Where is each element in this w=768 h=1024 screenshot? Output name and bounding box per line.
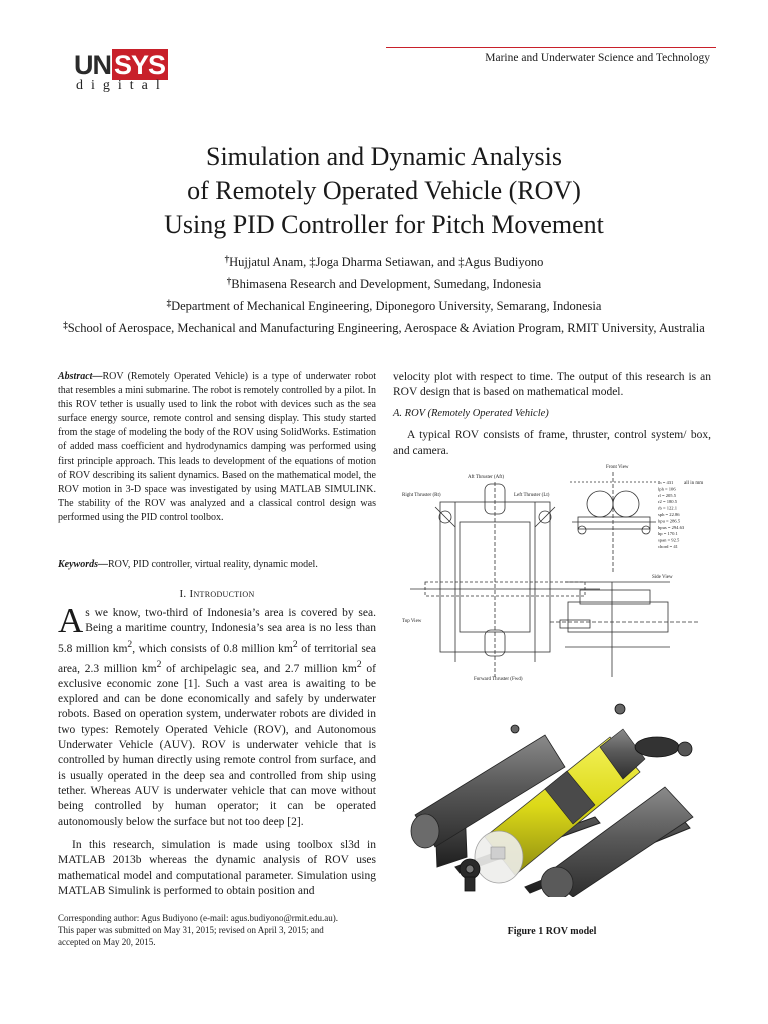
side-view-label: Side View [652,575,673,580]
dimension-entry: rb = 122.1 [658,505,678,511]
intro-text: of territorial sea area, 2.3 million km [58,642,377,675]
intro-text: of archipelagic sea, and 2.7 million km [161,662,357,675]
affiliation-2-text: Department of Mechanical Engineering, Diponegoro University, Semarang, Indonesia [171,299,602,313]
affiliation-1-text: Bhimasena Research and Development, Sumedang, Indonesia [231,277,542,291]
affiliation-3 [20,316,748,338]
footnote-line: accepted on May 20, 2015. [58,937,156,947]
ddagger-mark: ‡ [166,298,172,308]
footnote [58,912,376,948]
superscript: 2 [156,658,162,670]
dimension-entry: rl = 205.5 [658,492,677,498]
intro-paragraph-2: In this research, simulation is made using toolbox sl3d in MATLAB 2013b whereas the dynamic analysis of ROV uses mathematical model and computational parameter. Simulation using MATLAB Simulink is performed to obtain position and [58,839,376,897]
dimension-entry: lh = 431 [658,480,674,485]
superscript: 2 [292,638,298,650]
footnote-line: Corresponding author: Agus Budiyono (e-mail: agus.budiyono@rmit.edu.au). [58,913,339,923]
logo-digital-text: digital [76,78,168,93]
paper-title [40,140,728,242]
units-label: all in mm [684,481,704,486]
dimension-entry: sph = 22.86 [658,512,680,517]
left-thruster-label: Left Thruster (Lt) [514,493,550,498]
title-line-1: Simulation and Dynamic Analysis [205,142,563,171]
author-names-text: Hujjatul Anam, ‡Joga Dharma Setiawan, and ‡Agus Budiyono [229,255,544,269]
drop-cap: A [58,601,84,640]
logo-sys-text: SYS [112,49,168,80]
dimension-entry: hpus = 294.63 [658,524,685,530]
header-rule [386,47,716,48]
logo-un-text: UN [74,50,111,80]
dagger-mark: † [226,276,232,286]
footnote-line: This paper was submitted on May 31, 2015; revised on April 3, 2015; and [58,925,324,935]
section-heading-introduction [58,588,376,600]
author-block [20,250,748,338]
ddagger-mark: ‡ [63,320,68,330]
dimension-entry: hpu = 286.5 [658,518,681,524]
top-view-label: Top View [402,619,422,624]
intro-text: , which consists of 0.8 million km [132,642,293,655]
superscript: 2 [356,658,362,670]
affiliation-2 [20,294,748,316]
intro-text: of exclusive economic zone [1]. Such a vast area is awaiting to be explored and can be done economically and safely by underwater robots. Based on operation system, underwater robots are divided in two types: Remotely Operated Vehicle (ROV), and Autonomous Underwater Vehicle (AUV). ROV is underwater vehicle that is controlled by human directly using remote control from surface, and is usually operated in the deep sea and controlled from ship using tether. Whereas AUV is underwater vehicle that can move without being controlled by human operator; it can be operated autonomously below the surface but not too deep [2]. [58,662,376,828]
dimension-entry: span = 92.5 [658,537,680,543]
section-number: I. [179,588,187,600]
forward-thruster-label: Forward Thruster (Fwd) [474,677,523,682]
rov-components-paragraph: A typical ROV consists of frame, thruster, control system/ box, and camera. [393,429,711,457]
title-line-3: Using PID Controller for Pitch Movement [164,210,604,239]
right-column-continued-text: velocity plot with respect to time. The output of this research is an ROV design that is based on mathematical model. [393,371,711,399]
front-view-label: Front View [606,465,629,470]
journal-name: Marine and Underwater Science and Technology [485,52,710,64]
dimension-table [658,480,685,549]
keywords-text: ROV, PID controller, virtual reality, dynamic model. [108,559,318,570]
superscript: 2 [127,638,133,650]
intro-text: s we know, two-third of Indonesia’s area is covered by sea. Being a maritime country, Indonesia’s sea area is no less than 5.8 million km [58,607,376,655]
dimension-entry: chord = 41 [658,544,678,549]
dimension-entry: lph = 106 [658,486,676,492]
affiliation-3-text: School of Aerospace, Mechanical and Manufacturing Engineering, Aerospace & Aviation Program, RMIT University, Australia [67,321,705,335]
aft-thruster-label: Aft Thruster (Aft) [468,475,505,480]
affiliation-1 [20,272,748,294]
subsection-heading-a: A. ROV (Remotely Operated Vehicle) [393,408,549,419]
keywords [58,558,376,572]
intro-paragraph-1 [58,601,377,830]
dimension-entry: hp = 170.1 [658,531,678,537]
dimension-entry: r2 = 180.5 [658,499,678,505]
rov-engineering-drawing [400,462,712,684]
right-thruster-label: Right Thruster (Rt) [402,493,441,498]
publisher-logo [74,52,168,79]
dagger-mark: † [224,254,230,264]
rov-3d-model-figure [395,697,713,897]
title-line-2: of Remotely Operated Vehicle (ROV) [187,176,581,205]
figure-caption: Figure 1 ROV model [507,926,597,937]
section-title: Introduction [189,588,255,600]
abstract-text: ROV (Remotely Operated Vehicle) is a type of underwater robot that resembles a mini submarine. The robot is remotely controlled by a pilot. In this ROV tether is usually used to link the robot with devices such as the sea surface energy source, remote control and sensing display. This study started from the stage of modeling the body of the ROV using SolidWorks. Estimation of added mass coefficient and hydrodynamics damping was performed using first principle approach. This leads to development of the equations of motion of ROV describing its salient dynamics. Based on the mathematical model, the ROV motion in 3-D space was investigated by using MATLAB SIMULINK. The stability of the ROV was analyzed and a classical control design was performed using the PID control toolbox. [58,371,376,523]
keywords-heading: Keywords— [58,559,108,570]
abstract-heading: Abstract— [58,371,103,382]
author-names [20,250,748,272]
abstract [58,370,376,525]
